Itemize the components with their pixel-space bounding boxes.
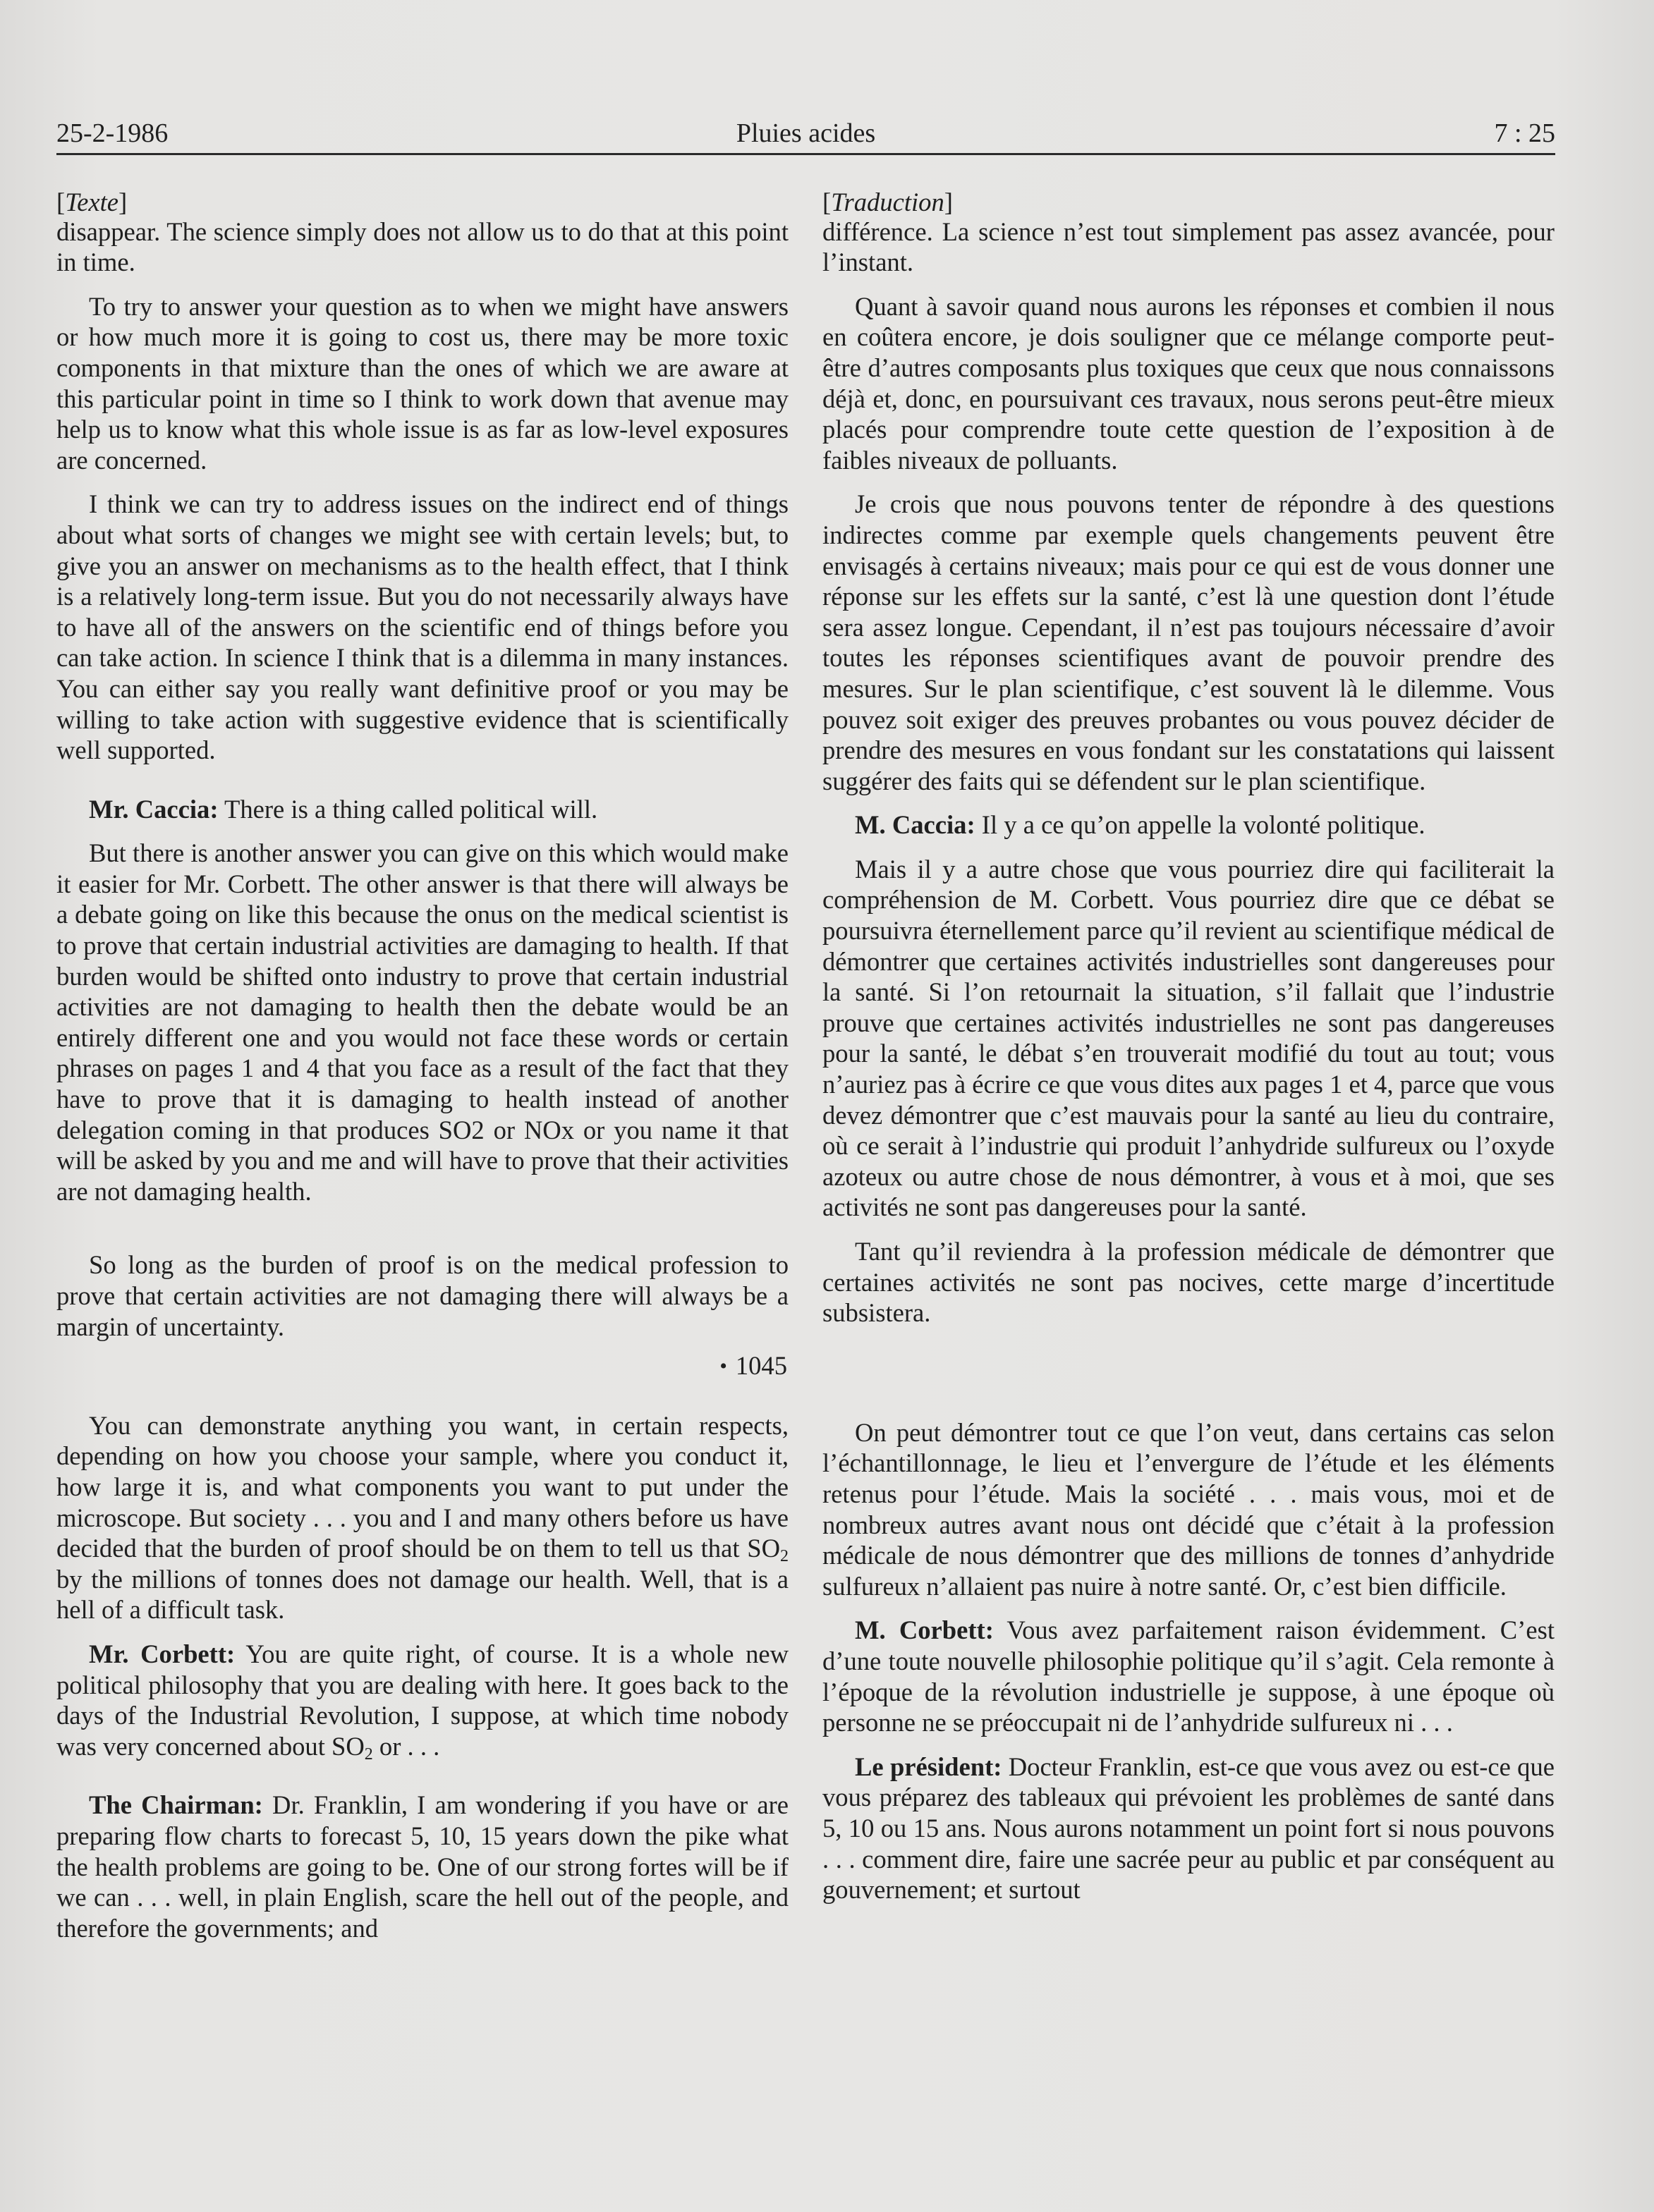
header-date: 25-2-1986 [56, 118, 169, 148]
speech: M. Caccia: Il y a ce qu’on appelle la volonté politique. [855, 810, 1425, 840]
french-column [822, 187, 1555, 1905]
speaker-name: M. Corbett: [855, 1615, 994, 1645]
paragraph: Mais il y a autre chose que vous pourriez dire qui faciliterait la compréhension de M. Corbett. Vous pourriez dire que ce débat se poursuivra éternellement parce qu’il revient au scientifique médical de démontrer que certaines activités industrielles sont dangereuses pour la santé. Si l’on retournait la situation, s’il fallait que l’industrie prouve que certaines activités industrielles ne sont pas dangereuses pour la santé, le débat s’en trouverait modifié du tout au tout; vous n’auriez pas à écrire ce que vous dites aux pages 1 et 4, parce que vous devez démontrer que c’est mauvais pour la santé au lieu du contraire, où ce serait à l’industrie qui produit l’anhydride sulfureux ou l’oxyde azoteux ou autre chose de nous démontrer, à vous et à moi, que ses activités ne sont pas dangereuses pour la santé. [822, 854, 1555, 1222]
speech: Mr. Corbett: You are quite right, of course. It is a whole new political philosophy that you are dealing with here. It goes back to the days of the Industrial Revolution, I suppose, at which time nobody was very concerned about $SO_2$ or . . . [56, 1639, 789, 1764]
paragraph: Quant à savoir quand nous aurons les réponses et combien il nous en coûtera encore, je dois souligner que ce mélange comporte peut-être d’autres composants plus toxiques que ceux que nous connaissons déjà et, donc, en poursuivant ces travaux, nous serons peut-être mieux placés pour comprendre toute cette question de l’exposition à de faibles niveaux de polluants. [822, 291, 1555, 475]
speech: The Chairman: Dr. Franklin, I am wondering if you have or are preparing flow charts to forecast 5, 10, 15 years down the pike what the health problems are going to be. One of our strong fortes will be if we can . . . well, in plain English, scare the hell out of the people, and therefore the governments; and [56, 1790, 789, 1943]
header-title: Pluies acides [736, 118, 876, 148]
header-page-number: 7 : 25 [1494, 118, 1555, 148]
speech: M. Corbett: Vous avez parfaitement raison évidemment. C’est d’une toute nouvelle philosophie politique qu’il s’agit. Cela remonte à l’époque de la révolution industrielle je suppose, à une époque où personne ne se préoccupait ni de l’anhydride sulfureux ni . . . [822, 1615, 1555, 1737]
paragraph: disappear. The science simply does not allow us to do that at this point in time. [56, 216, 789, 277]
speaker-name: Mr. Corbett: [89, 1639, 236, 1668]
speaker-name: Mr. Caccia: [89, 794, 219, 824]
translation-marker: [Traduction] [822, 188, 953, 216]
text-marker: [Texte] [56, 188, 128, 216]
paragraph: Je crois que nous pouvons tenter de répondre à des questions indirectes comme par exemple quels changements peuvent être envisagés à certains niveaux; mais pour ce qui est de vous donner une réponse sur les effets sur la santé, c’est là une question dont l’étude sera assez longue. Cependant, il n’est pas toujours nécessaire d’avoir toutes les réponses scientifiques avant de pouvoir prendre des mesures. Sur le plan scientifique, c’est souvent là le dilemme. Vous pouvez soit exiger des preuves probantes ou vous pouvez décider de prendre des mesures en vous fondant sur les constatations qui laissent suggérer des faits qui se défendent sur le plan scientifique. [822, 489, 1555, 795]
speech: Mr. Caccia: There is a thing called political will. [89, 794, 598, 824]
speaker-name: Le président: [855, 1752, 1002, 1781]
paragraph: You can demonstrate anything you want, in certain respects, depending on how you choose your sample, where you conduct it, how large it is, and what components you want to put under the microscope. But society . . . you and I and many others before us have decided that the burden of proof should be on them to tell us that $SO_2$ by the millions of tonnes does not damage our health. Well, that is a hell of a difficult task. [56, 1410, 789, 1625]
paragraph: To try to answer your question as to when we might have answers or how much more it is going to cost us, there may be more toxic components in that mixture than the ones of which we are aware at this particular point in time so I think to work down that avenue may help us to know what this whole issue is as far as low-level exposures are concerned. [56, 291, 789, 475]
paragraph: différence. La science n’est tout simplement pas assez avancée, pour l’instant. [822, 216, 1555, 277]
folio-marker: • 1045 [719, 1351, 787, 1381]
speaker-name: The Chairman: [89, 1790, 263, 1820]
paragraph: So long as the burden of proof is on the medical profession to prove that certain activities are not damaging there will always be a margin of uncertainty. [56, 1250, 789, 1341]
page-header [56, 116, 1555, 155]
paragraph: I think we can try to address issues on the indirect end of things about what sorts of changes we might see with certain levels; but, to give you an answer on mechanisms as to the health effect, that I think is a relatively long-term issue. But you do not necessarily always have to have all of the answers on the scientific end of things before you can take action. In science I think that is a dilemma in many instances. You can either say you really want definitive proof or you may be willing to take action with suggestive evidence that is scientifically well supported. [56, 489, 789, 765]
paragraph: Tant qu’il reviendra à la profession médicale de démontrer que certaines activités ne sont pas nocives, cette marge d’incertitude subsistera. [822, 1237, 1555, 1328]
paragraph: But there is another answer you can give on this which would make it easier for Mr. Corbett. The other answer is that there will always be a debate going on like this because the onus on the medical scientist is to prove that certain industrial activities are damaging to health. If that burden would be shifted onto industry to prove that certain industrial activities are not damaging to health then the debate would be an entirely different one and you would not face these words or certain phrases on pages 1 and 4 that you face as a result of the fact that they have to prove that it is damaging to health instead of another delegation coming in that produces SO2 or NOx or you name it that will be asked by you and me and will have to prove that their activities are not damaging health. [56, 838, 789, 1206]
speech: Le président: Docteur Franklin, est-ce que vous avez ou est-ce que vous préparez des tableaux qui prévoient les problèmes de santé dans 5, 10 ou 15 ans. Nous aurons notamment un point fort si nous pouvons . . . comment dire, faire une sacrée peur au public et par conséquent au gouvernement; et surtout [822, 1752, 1555, 1905]
english-column [56, 187, 789, 1943]
paragraph: On peut démontrer tout ce que l’on veut, dans certains cas selon l’échantillonnage, le lieu et l’envergure de l’étude et les éléments retenus pour l’étude. Mais la société . . . mais vous, moi et de nombreux autres avant nous ont décidé que c’était à la profession médicale de nous démontrer que des millions de tonnes d’anhydride sulfureux n’allaient pas nuire à notre santé. Or, c’est bien difficile. [822, 1417, 1555, 1601]
speaker-name: M. Caccia: [855, 810, 975, 840]
